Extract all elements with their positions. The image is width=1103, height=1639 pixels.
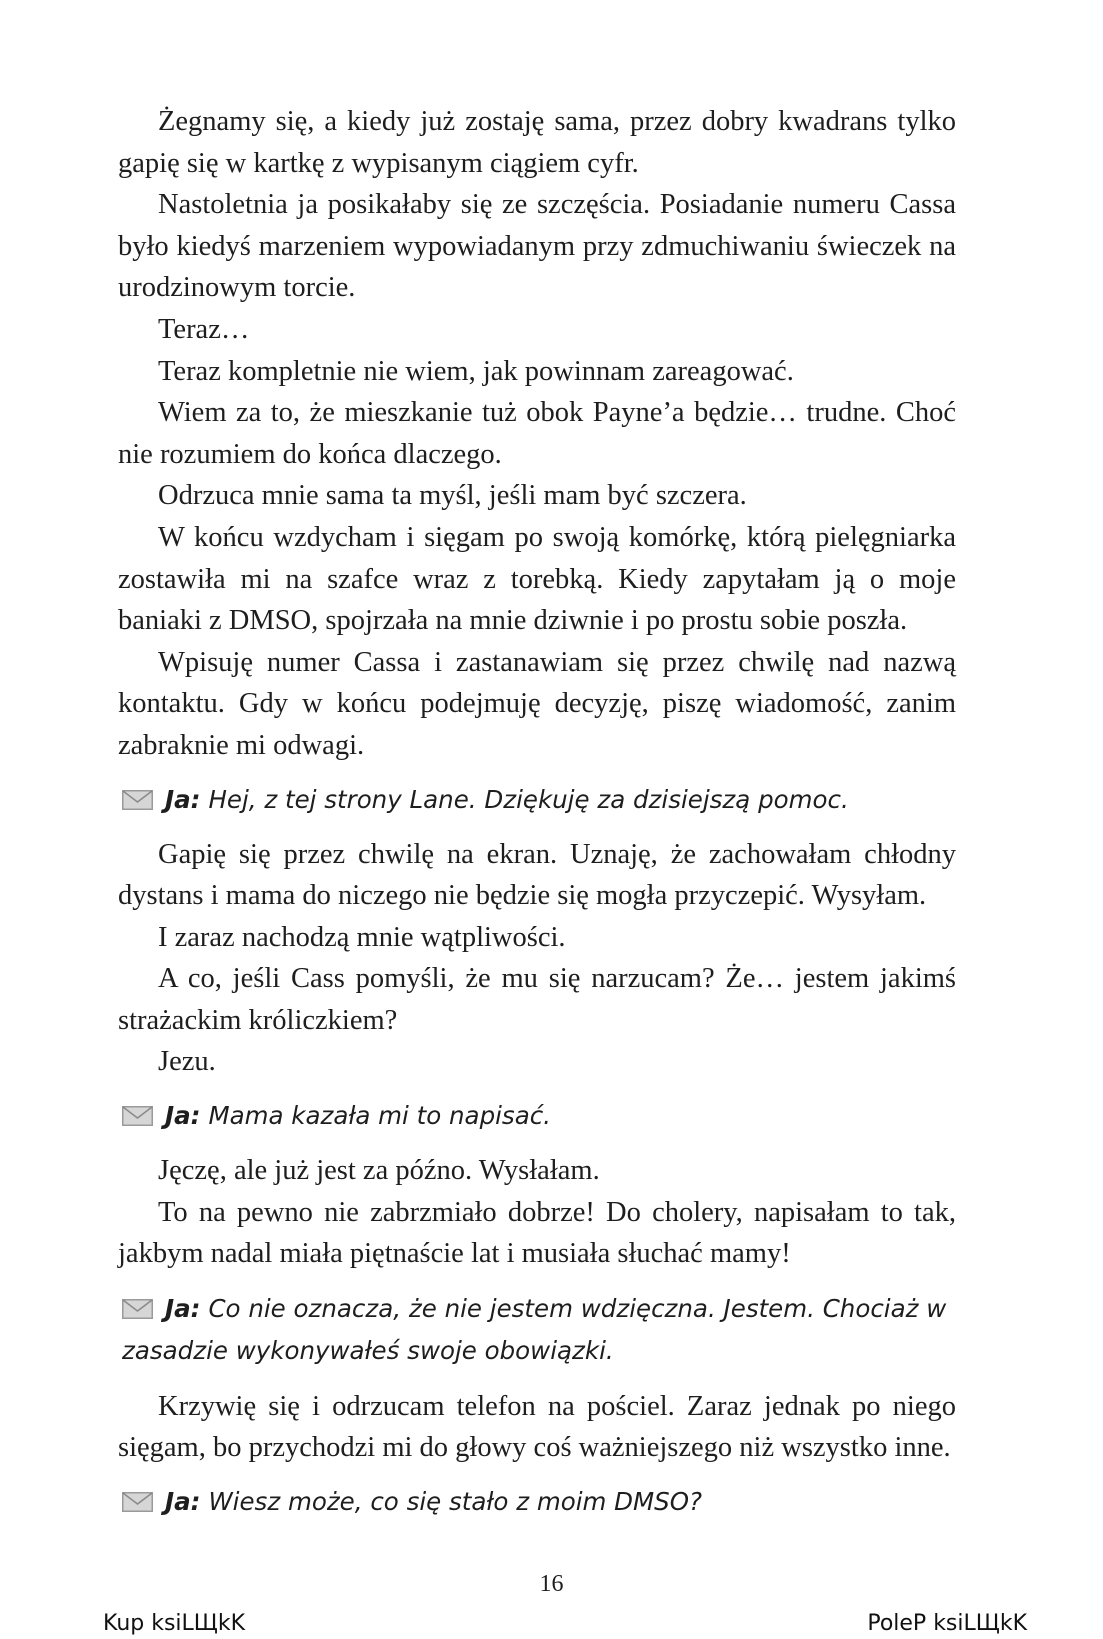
paragraph: I zaraz nachodzą mnie wątpliwości. — [158, 921, 566, 953]
paragraph: A co, jeśli Cass pomyśli, że mu się narzucam? Że… jestem jakimś strażackim króliczkiem? — [118, 963, 956, 1036]
paragraph: Krzywię się i odrzucam telefon na pościel. Zaraz jednak po niego sięgam, bo przychodzi mi do głowy coś ważniejszego niż wszystko inne. — [118, 1390, 956, 1464]
paragraph: To na pewno nie zabrzmiało dobrze! Do cholery, napisałam to tak, jakbym nadal miała piętnaście lat i musiała słuchać mamy! — [118, 1196, 956, 1270]
message-text: Mama kazała mi to napisać. — [208, 1101, 551, 1131]
message-text: Co nie oznacza, że nie jestem wdzięczna. Jestem. Chociaż w zasadzie wykonywałeś swoje obowiązki. — [122, 1293, 947, 1365]
paragraph: Odrzuca mnie sama ta myśl, jeśli mam być szczera. — [158, 480, 747, 512]
envelope-icon — [122, 790, 153, 810]
paragraph: Jezu. — [158, 1046, 216, 1078]
envelope-icon — [122, 1106, 153, 1126]
envelope-icon — [122, 1492, 153, 1512]
message-text: Hej, z tej strony Lane. Dziękuję za dzisiejszą pomoc. — [208, 784, 849, 814]
text-message — [118, 1096, 956, 1136]
paragraph: Żegnamy się, a kiedy już zostaję sama, przez dobry kwadrans tylko gapię się w kartkę z wypisanym ciągiem cyfr. — [118, 106, 956, 179]
message-speaker: Ja: — [165, 1293, 201, 1323]
paragraph: Nastoletnia ja posikałaby się ze szczęścia. Posiadanie numeru Cassa było kiedyś marzeniem wypowiadanym przy zdmuchiwaniu świeczek na urodzinowym torcie. — [118, 189, 956, 304]
page-text — [118, 101, 956, 1536]
paragraph: Gapię się przez chwilę na ekran. Uznaję, że zachowałam chłodny dystans i mama do niczego nie będzie się mogła przyczepić. Wysyłam. — [118, 838, 956, 912]
page-number: 16 — [539, 1571, 564, 1597]
paragraph: W końcu wzdycham i sięgam po swoją komórkę, którą pielęgniarka zostawiła mi na szafce wraz z torebką. Kiedy zapytałam ją o moje baniaki z DMSO, spojrzała na mnie dziwnie i po prostu sobie poszła. — [118, 521, 956, 637]
text-message — [118, 1288, 956, 1372]
message-speaker: Ja: — [165, 1487, 201, 1517]
recommend-book-link[interactable]: PoleP ksiLЩkK — [867, 1611, 1027, 1636]
text-message — [118, 1482, 956, 1522]
message-text: Wiesz może, co się stało z moim DMSO? — [208, 1487, 703, 1517]
paragraph: Teraz… — [158, 313, 250, 345]
message-speaker: Ja: — [165, 1101, 201, 1131]
message-speaker: Ja: — [165, 784, 201, 814]
paragraph: Wpisuję numer Cassa i zastanawiam się przez chwilę nad nazwą kontaktu. Gdy w końcu podejmuję decyzję, piszę wiadomość, zanim zabraknie mi odwagi. — [118, 646, 956, 761]
envelope-icon — [122, 1299, 153, 1319]
buy-book-link[interactable]: Kup ksiLЩkK — [103, 1611, 246, 1636]
paragraph: Wiem za to, że mieszkanie tuż obok Payne’a będzie… trudne. Choć nie rozumiem do końca dlaczego. — [118, 397, 956, 470]
paragraph: Teraz kompletnie nie wiem, jak powinnam zareagować. — [158, 355, 794, 387]
paragraph: Jęczę, ale już jest za późno. Wysłałam. — [158, 1155, 600, 1187]
text-message — [118, 780, 956, 820]
